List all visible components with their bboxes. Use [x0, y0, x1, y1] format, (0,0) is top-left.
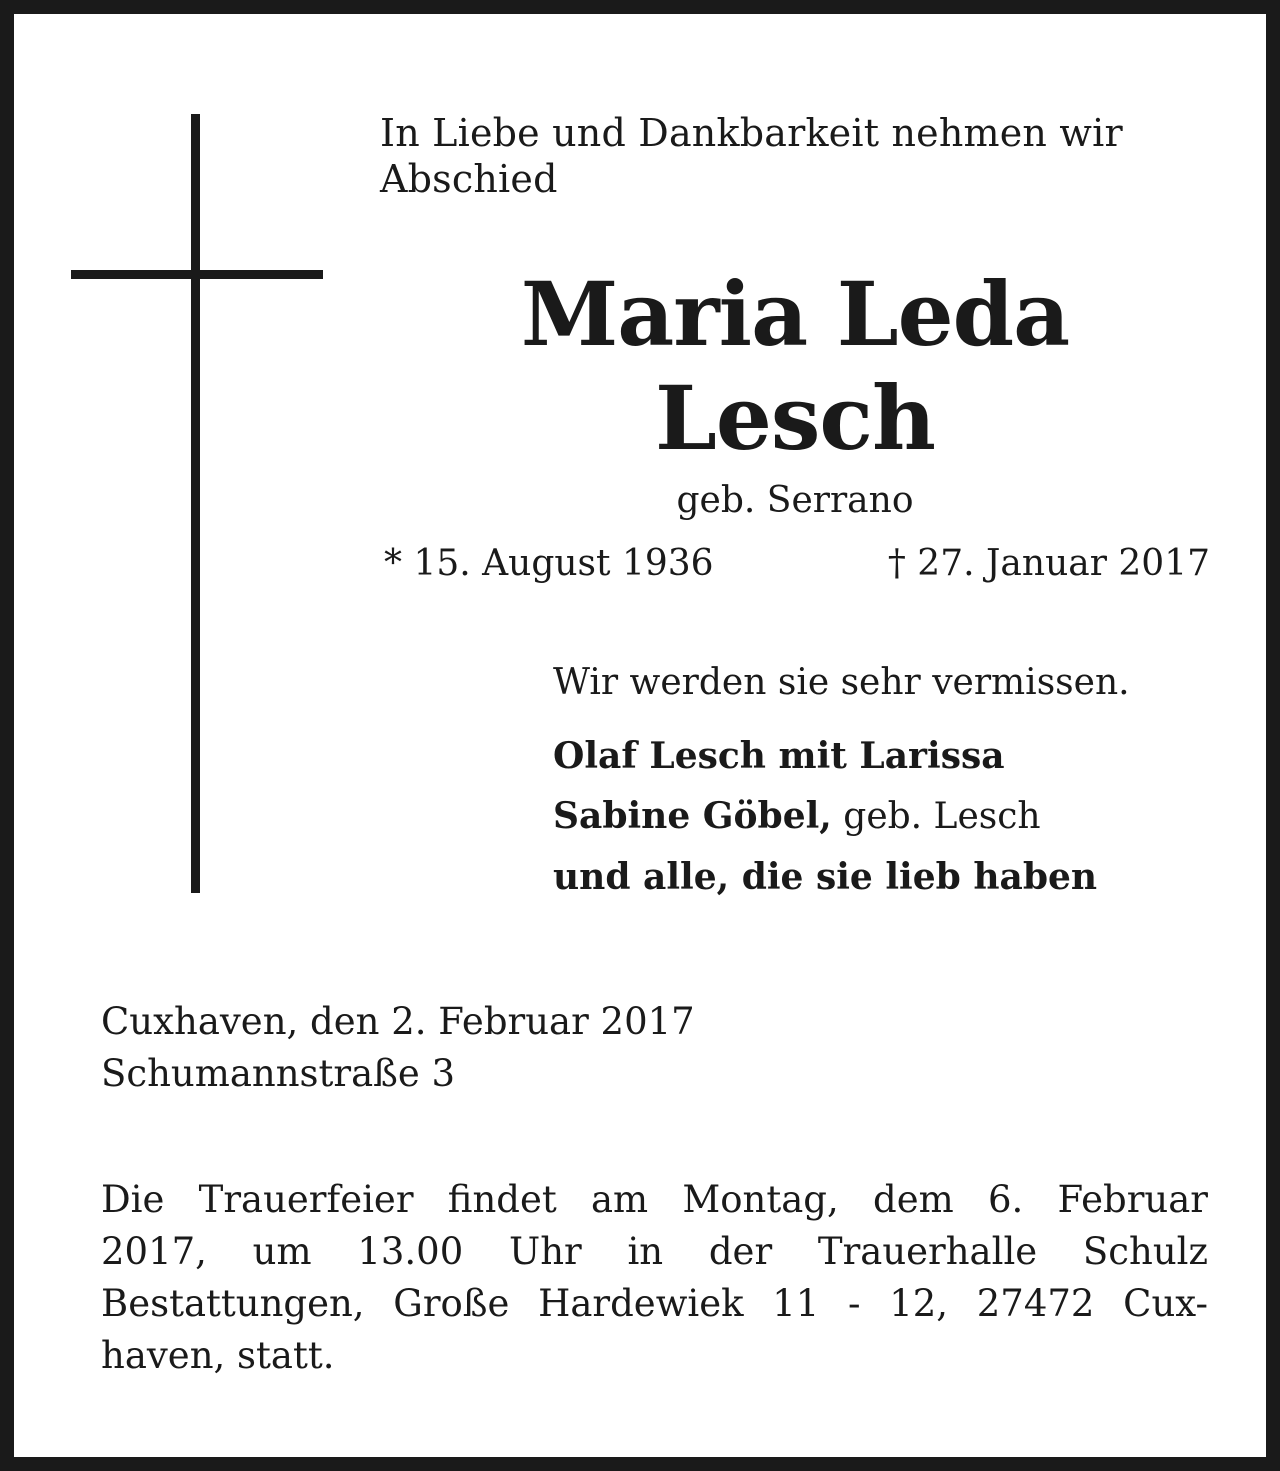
ceremony-line-4: haven, statt. [101, 1334, 335, 1377]
place-date: Cuxhaven, den 2. Februar 2017 [101, 1000, 695, 1043]
birth-date: * 15. August 1936 [384, 543, 714, 584]
ceremony-line-1: Die Trauerfeier findet am Montag, dem 6. Februar [101, 1178, 1208, 1221]
mourner-line-2-note: geb. Lesch [831, 796, 1041, 837]
mourner-line-2 [553, 786, 1213, 847]
mourner-line-2-name: Sabine Göbel, [553, 795, 832, 837]
ceremony-info [101, 1174, 1208, 1382]
ceremony-line-3: Bestattungen, Große Hardewiek 11 - 12, 27472 Cux- [101, 1282, 1208, 1325]
place-and-address [101, 996, 1201, 1100]
miss-text: Wir werden sie sehr vermissen. [553, 662, 1130, 703]
cross-icon-vertical-bar [191, 114, 200, 893]
deceased-name [380, 262, 1210, 470]
cross-icon-horizontal-bar [71, 270, 323, 279]
intro-line-2: Abschied [380, 157, 558, 201]
mourner-line-3: und alle, die sie lieb haben [553, 856, 1098, 898]
name-line-1: Maria Leda [520, 262, 1070, 366]
intro-line-1: In Liebe und Dankbarkeit nehmen wir [380, 111, 1123, 155]
address: Schumannstraße 3 [101, 1052, 456, 1095]
ceremony-line-2: 2017, um 13.00 Uhr in der Trauerhalle Schulz [101, 1230, 1208, 1273]
death-date: † 27. Januar 2017 [887, 543, 1210, 584]
mourner-line-1: Olaf Lesch mit Larissa [553, 735, 1005, 777]
name-line-2: Lesch [655, 366, 935, 470]
mourners-block [553, 660, 1213, 907]
intro-text [380, 110, 1210, 202]
maiden-name: geb. Serrano [676, 480, 914, 521]
